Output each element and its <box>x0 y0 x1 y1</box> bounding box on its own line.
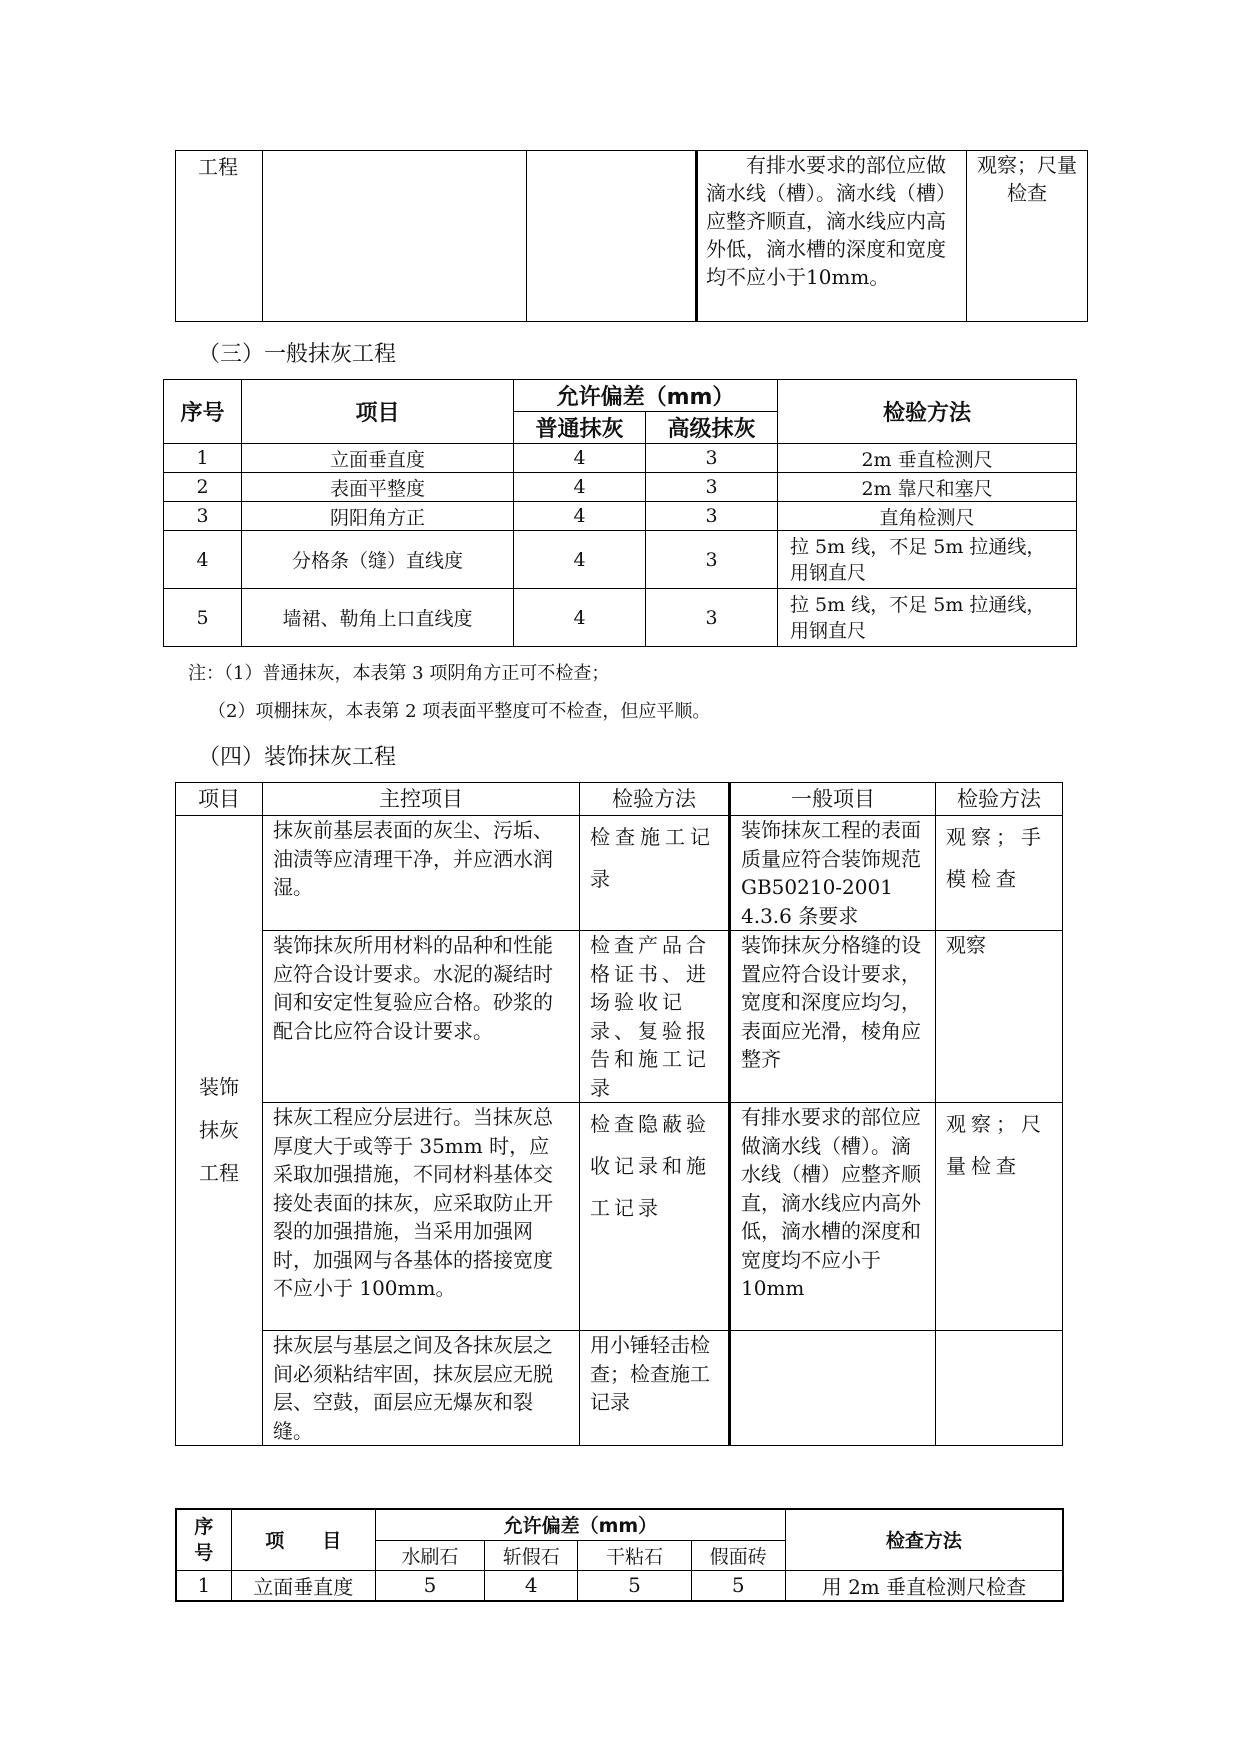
table-row <box>176 1331 1063 1446</box>
header-general: 一般项目 <box>730 783 936 816</box>
decor-tolerance-table <box>175 1508 1064 1602</box>
row-no: 1 <box>176 1570 231 1601</box>
continuation-item-label: 工程 <box>198 155 238 179</box>
header-no: 序号 <box>176 1509 231 1570</box>
row-normal: 4 <box>514 473 646 502</box>
row-advanced: 3 <box>646 502 778 531</box>
header-item: 项 目 <box>231 1509 375 1570</box>
row-method: 拉 5m 线，不足 5m 拉通线，用钢直尺 <box>778 589 1077 647</box>
note-2: （2）项棚抹灰，本表第 2 项表面平整度可不检查，但应平顺。 <box>208 701 711 722</box>
header-item: 项目 <box>242 380 514 444</box>
row-advanced: 3 <box>646 444 778 473</box>
row-method: 观察；尺量检查 <box>936 1103 1063 1331</box>
header-item: 项目 <box>176 783 263 816</box>
row-method: 观察 <box>936 931 1063 1103</box>
table-row <box>164 444 1077 473</box>
table-row <box>164 502 1077 531</box>
continuation-general-text: 有排水要求的部位应做滴水线（槽）。滴水线（槽）应整齐顺直，滴水线应内高外低，滴水槽的深度和宽度均不应小于10mm。 <box>706 153 956 289</box>
row-main: 抹灰前基层表面的灰尘、污垢、油渍等应清理干净，并应洒水润湿。 <box>263 816 580 931</box>
row-item: 立面垂直度 <box>231 1570 375 1601</box>
row-main: 抹灰工程应分层进行。当抹灰总厚度大于或等于 35mm 时，应采取加强措施，不同材料基体交接处表面的抹灰，应采取防止开裂的加强措施，当采用加强网时，加强网与各基体的搭接宽度不应小于 100mm。 <box>263 1103 580 1331</box>
row-method: 2m 靠尺和塞尺 <box>778 473 1077 502</box>
decorative-plaster-table <box>175 782 1063 1446</box>
row-c1: 5 <box>375 1570 484 1601</box>
header-advanced: 高级抹灰 <box>646 412 778 444</box>
row-item: 立面垂直度 <box>242 444 514 473</box>
header-dry-stick: 干粘石 <box>578 1540 691 1570</box>
table-row <box>164 589 1077 647</box>
row-normal: 4 <box>514 589 646 647</box>
header-chopped: 斩假石 <box>485 1540 578 1570</box>
row-no: 5 <box>164 589 242 647</box>
row-c3: 5 <box>578 1570 691 1601</box>
row-no: 2 <box>164 473 242 502</box>
row-method: 检查施工记录 <box>580 816 730 931</box>
row-method: 用小锤轻击检查；检查施工记录 <box>580 1331 730 1446</box>
row-main: 装饰抹灰所用材料的品种和性能应符合设计要求。水泥的凝结时间和安定性复验应合格。砂浆的配合比应符合设计要求。 <box>263 931 580 1103</box>
row-main: 抹灰层与基层之间及各抹灰层之间必须粘结牢固，抹灰层应无脱层、空鼓，面层应无爆灰和裂缝。 <box>263 1331 580 1446</box>
continuation-method-cell <box>967 151 1088 322</box>
row-general: 有排水要求的部位应做滴水线（槽）。滴水线（槽）应整齐顺直，滴水线应内高外低，滴水槽的深度和宽度均不应小于 10mm <box>730 1103 936 1331</box>
note-1: 注：（1）普通抹灰，本表第 3 项阴角方正可不检查； <box>188 663 610 684</box>
row-advanced: 3 <box>646 531 778 589</box>
row-c2: 4 <box>485 1570 578 1601</box>
row-normal: 4 <box>514 531 646 589</box>
header-water-brush: 水刷石 <box>375 1540 484 1570</box>
table-row <box>176 1570 1063 1601</box>
continuation-method-text: 观察；尺量检查 <box>977 153 1077 205</box>
row-method: 拉 5m 线，不足 5m 拉通线，用钢直尺 <box>778 531 1077 589</box>
row-normal: 4 <box>514 444 646 473</box>
header-method: 检验方法 <box>778 380 1077 444</box>
row-advanced: 3 <box>646 473 778 502</box>
item-label-cell <box>176 816 263 1446</box>
row-general: 装饰抹灰分格缝的设置应符合设计要求，宽度和深度应均匀，表面应光滑，棱角应整齐 <box>730 931 936 1103</box>
continuation-empty-cell <box>527 151 697 322</box>
section4-title: （四）装饰抹灰工程 <box>198 745 397 770</box>
row-item: 阴阳角方正 <box>242 502 514 531</box>
header-tolerance: 允许偏差（mm） <box>514 380 778 412</box>
continuation-table <box>175 150 1088 322</box>
row-method: 检查隐蔽验收记录和施工记录 <box>580 1103 730 1331</box>
table-row <box>164 531 1077 589</box>
row-general <box>730 1331 936 1446</box>
row-no: 4 <box>164 531 242 589</box>
row-c4: 5 <box>691 1570 785 1601</box>
table-row <box>164 473 1077 502</box>
row-method <box>936 1331 1063 1446</box>
header-normal: 普通抹灰 <box>514 412 646 444</box>
table-row <box>176 816 1063 931</box>
header-tolerance: 允许偏差（mm） <box>375 1509 785 1540</box>
row-method: 用 2m 垂直检测尺检查 <box>785 1570 1063 1601</box>
row-no: 3 <box>164 502 242 531</box>
row-item: 墙裙、勒角上口直线度 <box>242 589 514 647</box>
row-normal: 4 <box>514 502 646 531</box>
row-method: 观察；手模检查 <box>936 816 1063 931</box>
continuation-general-cell <box>697 151 967 322</box>
general-plaster-table <box>163 379 1077 647</box>
continuation-item-cell <box>176 151 263 322</box>
row-no: 1 <box>164 444 242 473</box>
header-fake-brick: 假面砖 <box>691 1540 785 1570</box>
header-method: 检验方法 <box>580 783 730 816</box>
header-method: 检验方法 <box>936 783 1063 816</box>
header-no: 序号 <box>164 380 242 444</box>
table-row <box>176 1103 1063 1331</box>
row-method: 2m 垂直检测尺 <box>778 444 1077 473</box>
row-item: 分格条（缝）直线度 <box>242 531 514 589</box>
header-main: 主控项目 <box>263 783 580 816</box>
table-row <box>176 931 1063 1103</box>
row-general: 装饰抹灰工程的表面质量应符合装饰规范 GB50210-2001 4.3.6 条要求 <box>730 816 936 931</box>
row-advanced: 3 <box>646 589 778 647</box>
item-label: 装饰抹灰工程 <box>199 1075 239 1185</box>
row-method: 直角检测尺 <box>778 502 1077 531</box>
row-method: 检查产品合格证书、进场验收记录、复验报告和施工记录 <box>580 931 730 1103</box>
section3-title: （三）一般抹灰工程 <box>198 342 397 367</box>
header-method: 检查方法 <box>785 1509 1063 1570</box>
row-item: 表面平整度 <box>242 473 514 502</box>
continuation-empty-cell <box>263 151 527 322</box>
